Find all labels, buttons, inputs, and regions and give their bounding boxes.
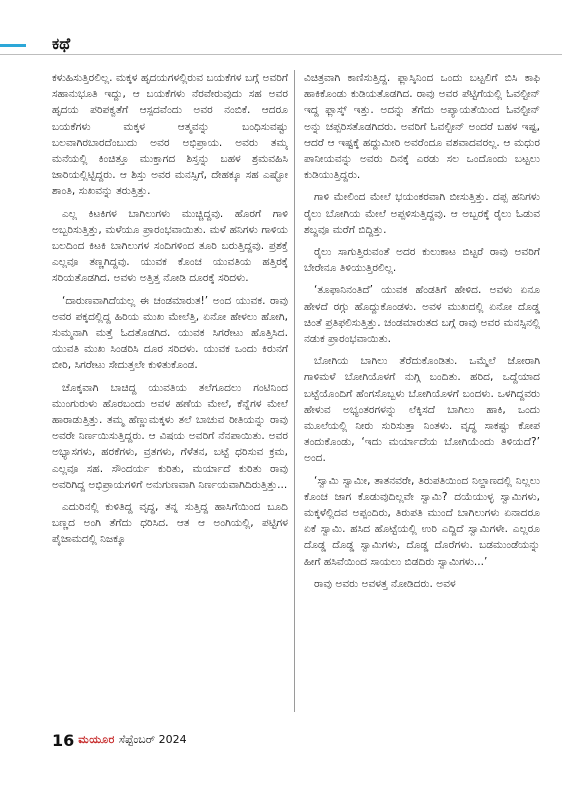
page-header bbox=[0, 0, 562, 70]
paragraph: ಎಲ್ಲ ಕಿಟಕಿಗಳ ಬಾಗಿಲುಗಳು ಮುಚ್ಚಿದ್ದವು. ಹೊರಗೆ ಗಾಳಿ ಅಬ್ಬರಿಸುತ್ತಿತ್ತು, ಮಳೆಯೂ ಪ್ರಾರಂಭವಾಯಿತು. ಮಳೆ ಹನಿಗಳು ಗಾಳಿಯ ಬಲದಿಂದ ಕಿಟಕಿ ಬಾಗಿಲುಗಳ ಸಂದಿಗಳಿಂದ ತೂರಿ ಬರುತ್ತಿದ್ದವು. ಪ್ರಶಕ್ತೆ ಎಲ್ಲವೂ ತಣ್ಣಗಿದ್ದವು. ಯುವಕ ಕೊಂಚ ಯುವತಿಯ ಹತ್ತಿರಕ್ಕೆ ಸರಿಯತೊಡಗಿದ. ಅವಳು ಅತ್ತಿತ್ತ ನೋಡಿ ದೂರಕ್ಕೆ ಸರಿದಳು. bbox=[52, 207, 288, 285]
paragraph: ಬೋಗಿಯ ಬಾಗಿಲು ತೆರೆದುಕೊಂಡಿತು. ಒಮ್ಮೆಲೆ ಜೋರಾಗಿ ಗಾಳಿಮಳೆ ಬೋಗಿಯೊಳಗೆ ನುಗ್ಗಿ ಬಂದಿತು. ಹರಿದ, ಒದ್ದೆಯಾದ ಬಟ್ಟೆಯೊಂದಿಗೆ ಹೆಂಗಸೊಬ್ಬಳು ಬೋಗಿಯೊಳಗೆ ಬಂದಳು. ಒಳಗಿದ್ದವರು ಹೇಳುವ ಅಭ್ಯಂತರಗಳನ್ನು ಲೆಕ್ಕಿಸದೆ ಬಾಗಿಲು ಹಾಕಿ, ಒಂದು ಮೂಲೆಯಲ್ಲಿ ನೀರು ಸುರಿಸುತ್ತಾ ನಿಂತಳು. ವೃದ್ಧ ಸಾಕಷ್ಟು ಕೋಪ ತಂದುಕೊಂಡು, ‘ಇದು ಮರ್ಯಾದೆಯ ಬೋಗಿಯೆಂದು ತಿಳಿಯದೆ?’ ಅಂದ. bbox=[304, 355, 540, 465]
issue-date: ಸೆಪ್ಟೆಂಬರ್ 2024 bbox=[118, 733, 187, 746]
paragraph: ಗಾಳಿ ಮೇಲಿಂದ ಮೇಲೆ ಭಯಂಕರವಾಗಿ ಬೀಸುತ್ತಿತ್ತು. ದಪ್ಪ ಹನಿಗಳು ರೈಲು ಬೋಗಿಯ ಮೇಲೆ ಅಪ್ಪಳಿಸುತ್ತಿದ್ದವು. ಆ ಅಬ್ಬರಕ್ಕೆ ರೈಲು ಓಡುವ ಶಬ್ದವೂ ಮರೆಗೆ ಬಿದ್ದಿತ್ತು. bbox=[304, 191, 540, 236]
page-footer bbox=[52, 728, 187, 752]
magazine-logo: ಮಯೂರ bbox=[78, 733, 115, 746]
paragraph: ‘ತೂಫಾನಿನಂತಿದೆ’ ಯುವಕ ಹೆಂಡತಿಗೆ ಹೇಳಿದ. ಅವಳು ಏನೂ ಹೇಳದೆ ರಗ್ಗು ಹೊದ್ದುಕೊಂಡಳು. ಅವಳ ಮುಖದಲ್ಲಿ ಏನೋ ದೊಡ್ಡ ಚಿಂತೆ ಪ್ರತಿಫಲಿಸುತ್ತಿತ್ತು. ಚಂಡಮಾರುತದ ಬಗ್ಗೆ ರಾವು ಅವರ ಮನಸ್ಸಿನಲ್ಲಿ ನಡುಕ ಪ್ರಾರಂಭವಾಯಿತು. bbox=[304, 284, 540, 346]
header-accent-bar bbox=[0, 44, 26, 47]
paragraph: ಕಳುಹಿಸುತ್ತಿರಲಿಲ್ಲ. ಮಕ್ಕಳ ಹೃದಯಗಳಲ್ಲಿರುವ ಬಯಕೆಗಳ ಬಗ್ಗೆ ಅವರಿಗೆ ಸಹಾನುಭೂತಿ ಇದ್ದು, ಆ ಬಯಕೆಗಳು ನೆರವೇರುವುದು ಸಹ ಅವರ ಹೃದಯ ಪರಿಪಕ್ವತೆಗೆ ಆಸ್ಪದವೆಂದು ಅವರ ನಂಬಿಕೆ. ಆದರೂ ಬಯಕೆಗಳು ಮಕ್ಕಳ ಆತ್ಮವನ್ನು ಬಂಧಿಸುವಷ್ಟು ಬಲವಾಗಿರಬಾರದೆಂಬುದು ಅವರ ಅಭಿಪ್ರಾಯ. ಅವರು ತಮ್ಮ ಮನೆಯಲ್ಲಿ ಕಿಂಚಿತ್ತೂ ಮುಕ್ತಾಗದ ಶಿಸ್ತನ್ನು ಬಹಳ ಶ್ರಮವಹಿಸಿ ಜಾರಿಯಲ್ಲಿಟ್ಟಿದ್ದರು. ಆ ಶಿಸ್ತು ಅವರ ಮನಸ್ಸಿಗೆ, ದೇಹಕ್ಕೂ ಸಹ ಎಷ್ಟೋ ಶಾಂತಿ, ಸುಖವನ್ನು ತರುತ್ತಿತ್ತು. bbox=[52, 72, 288, 198]
header-rule bbox=[0, 54, 562, 55]
left-column bbox=[52, 70, 288, 712]
paragraph: ರಾವು ಅವರು ಅವಳತ್ತ ನೋಡಿದರು. ಅವಳ bbox=[314, 577, 456, 590]
paragraph: ವಿಚಿತ್ರವಾಗಿ ಕಾಣಿಸುತ್ತಿದ್ದ. ಫ್ಲಾಸ್ಕಿನಿಂದ ಒಂದು ಬಟ್ಟಲಿಗೆ ಬಿಸಿ ಕಾಫಿ ಹಾಕಿಕೊಂಡು ಕುಡಿಯತೊಡಗಿದ. ರಾವು ಅವರ ಪೆಟ್ಟಿಗೆಯಲ್ಲಿ ಓವಲ್ಟೀನ್ ಇದ್ದ ಫ್ಲಾಸ್ಕ್ ಇತ್ತು. ಅದನ್ನು ತೆಗೆದು ಅಪ್ಯಾಯತೆಯಿಂದ ಓವಲ್ಟೀನ್ ಅನ್ನು ಚಪ್ಪರಿಸತೊಡಗಿದರು. ಅವರಿಗೆ ಓವಲ್ಟೀನ್ ಅಂದರೆ ಬಹಳ ಇಷ್ಟ, ಆದರೆ ಆ ಇಷ್ಟಕ್ಕೆ ಹದ್ದುಮೀರಿ ಅವರೆಂದೂ ವಶವಾದವರಲ್ಲ. ಆ ಮಧುರ ಪಾನೀಯವನ್ನು ಅವರು ದಿನಕ್ಕೆ ಎರಡು ಸಲ ಒಂದೊಂದು ಬಟ್ಟಲು ಕುಡಿಯುತ್ತಿದ್ದರು. bbox=[304, 72, 540, 182]
paragraph: ‘ಸ್ವಾಮಿ ಸ್ವಾಮೀ, ತಾತನವರೇ, ತಿರುಪತಿಯಿಂದ ನಿಲ್ದಾಣದಲ್ಲಿ ನಿಲ್ಲಲು ಕೊಂಚ ಜಾಗ ಕೊಡುವುದಿಲ್ಲವೇ ಸ್ವಾಮಿ? ದಯೆಯುಳ್ಳ ಸ್ವಾಮಿಗಳು, ಮಕ್ಕಳೆಲ್ಲಿದವ ಅಪ್ಪಂದಿರು, ತಿರುಪತಿ ಮುಂದೆ ಬಾಗಿಲುಗಳು ಏನಾದರೂ ಏಕೆ ಸ್ವಾಮಿ. ಹಸಿದ ಹೊಟ್ಟೆಯಲ್ಲಿ ಉರಿ ಎದ್ದಿದೆ ಸ್ವಾಮಿಗಳೇ. ಎಲ್ಲರೂ ದೊಡ್ಡ ದೊಡ್ಡ ಸ್ವಾಮಿಗಳು, ದೊಡ್ಡ ದೊರೆಗಳು. ಬಡಮುಂಡೆಯನ್ನು ಹೀಗೆ ಹಸಿವೆಯಿಂದ ಸಾಯಲು ಬಿಡದಿರು ಸ್ವಾಮಿಗಳು...’ bbox=[304, 474, 540, 568]
paragraph: ಚೊಕ್ಕವಾಗಿ ಬಾಚಿದ್ದ ಯುವತಿಯ ತಲೆಗೂದಲು ಗಂಟಿನಿಂದ ಮುಂಗುರುಳು ಹೊರಬಂದು ಅವಳ ಹಣೆಯ ಮೇಲೆ, ಕೆನ್ನೆಗಳ ಮೇಲೆ ಹಾರಾಡುತ್ತಿತ್ತು. ತಮ್ಮ ಹೆಣ್ಣುಮಕ್ಕಳು ತಲೆ ಬಾಚುವ ರೀತಿಯನ್ನು ರಾವು ಅವರೇ ನಿರ್ಣಯಿಸುತ್ತಿದ್ದರು. ಆ ವಿಷಯ ಅವರಿಗೆ ನೆನಪಾಯಿತು. ಅವರ ಅಭ್ಯಾಸಗಳು, ಹರಕೆಗಳು, ವ್ರತಗಳು, ಗೆಳೆತನ, ಬಟ್ಟೆ ಧರಿಸುವ ಕ್ರಮ, ಎಲ್ಲವೂ ಸಹ. ಸೌಂದರ್ಯ ಕುರಿತು, ಮರ್ಯಾದೆ ಕುರಿತು ರಾವು ಅವರಿಗಿದ್ದ ಅಭಿಪ್ರಾಯಗಳಿಗೆ ಅನುಗುಣವಾಗಿ ನಿರ್ಣಯವಾಗಿದಿರುತ್ತಿತ್ತು... bbox=[52, 381, 288, 491]
section-title: ಕಥೆ bbox=[52, 34, 71, 53]
page-number: 16 bbox=[52, 730, 75, 750]
column-divider bbox=[294, 70, 295, 712]
paragraph: ಎದುರಿನಲ್ಲಿ ಕುಳಿತಿದ್ದ ವೃದ್ಧ, ತನ್ನ ಸುತ್ತಿದ್ದ ಹಾಸಿಗೆಯಿಂದ ಬೂದಿ ಬಣ್ಣದ ಅಂಗಿ ತೆಗೆದು ಧರಿಸಿದ. ಆತ ಆ ಅಂಗಿಯಲ್ಲಿ, ಪಟ್ಟಿಗಳ ಪೈಜಾಮದಲ್ಲಿ ನಿಜಕ್ಕೂ bbox=[52, 501, 288, 546]
paragraph: ರೈಲು ಸಾಗುತ್ತಿರುವಂತೆ ಅದರ ಕುಲುಕಾಟ ಬಿಟ್ಟರೆ ರಾವು ಅವರಿಗೆ ಬೇರೇನೂ ತಿಳಿಯುತ್ತಿರಲಿಲ್ಲ. bbox=[304, 246, 540, 275]
right-column bbox=[304, 70, 540, 712]
paragraph: ‘ದಾರುಣವಾಗಿದೆಯಲ್ಲ ಈ ಚಂಡಮಾರುತ!’ ಅಂದ ಯುವಕ. ರಾವು ಅವರ ಪಕ್ಕದಲ್ಲಿದ್ದ ಹಿರಿಯ ಮುಖ ಮೇಲೆತ್ತಿ, ಏನೋ ಹೇಳಲು ಹೋಗಿ, ಸುಮ್ಮನಾಗಿ ಮತ್ತೆ ಓದತೊಡಗಿದ. ಯುವಕ ಸಿಗರೇಟು ಹೊತ್ತಿಸಿದ. ಯುವತಿ ಮುಖ ಸಿಂಡರಿಸಿ ದೂರ ಸರಿದಳು. ಯುವಕ ಒಂದು ಕಿರುನಗೆ ಬೀರಿ, ಸಿಗರೇಟು ಸೇದುತ್ತಲೇ ಕುಳಿತುಕೊಂಡ. bbox=[52, 294, 288, 372]
